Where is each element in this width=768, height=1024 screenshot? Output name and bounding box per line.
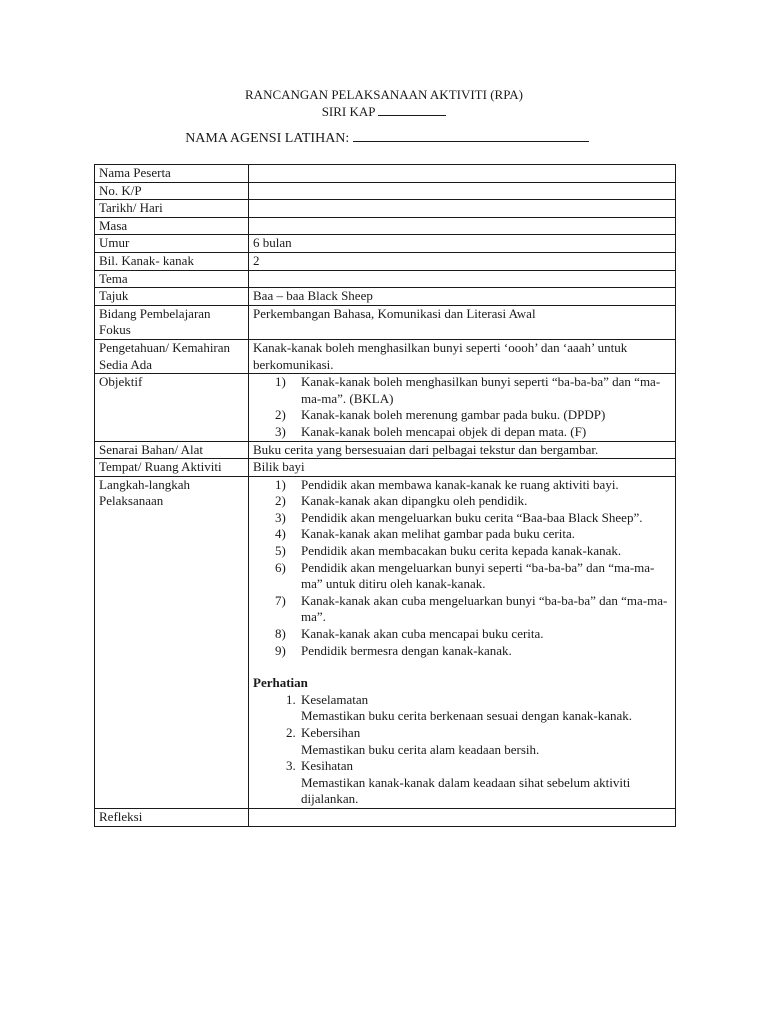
series-blank	[378, 105, 446, 116]
row-langkah	[95, 476, 676, 808]
list-item	[299, 758, 669, 808]
row-label: Refleksi	[95, 808, 249, 826]
row-pengetahuan	[95, 339, 676, 373]
row-masa	[95, 217, 676, 235]
row-tempat	[95, 459, 676, 477]
series-line	[0, 103, 768, 120]
row-no-kp	[95, 182, 676, 200]
rpa-table	[94, 164, 676, 827]
row-tema	[95, 270, 676, 288]
list-item: Pendidik akan membacakan buku cerita kepada kanak-kanak.	[301, 543, 622, 559]
perhatian-item-text: Memastikan kanak-kanak dalam keadaan sihat sebelum aktiviti dijalankan.	[301, 774, 631, 807]
row-tajuk	[95, 288, 676, 306]
document-header	[0, 86, 768, 147]
row-value	[249, 476, 676, 808]
row-value: Baa – baa Black Sheep	[249, 288, 676, 306]
row-value: Perkembangan Bahasa, Komunikasi dan Literasi Awal	[249, 305, 676, 339]
row-label: Nama Peserta	[95, 165, 249, 183]
agency-line	[0, 129, 768, 147]
row-value	[249, 182, 676, 200]
row-value	[249, 270, 676, 288]
row-value	[249, 374, 676, 441]
row-objektif	[95, 374, 676, 441]
list-item: Kanak-kanak akan cuba mengeluarkan bunyi “ba-ba-ba” dan “ma-ma-ma”.	[301, 592, 668, 625]
row-nama-peserta	[95, 165, 676, 183]
row-label: Bidang Pembelajaran Fokus	[95, 305, 249, 339]
row-value: 6 bulan	[249, 235, 676, 253]
agency-label: NAMA AGENSI LATIHAN:	[185, 131, 350, 146]
row-label: Bil. Kanak- kanak	[95, 252, 249, 270]
row-value	[249, 200, 676, 218]
row-label: Senarai Bahan/ Alat	[95, 441, 249, 459]
row-bidang	[95, 305, 676, 339]
list-item: Pendidik akan mengeluarkan buku cerita “Baa-baa Black Sheep”.	[301, 509, 643, 525]
row-label: Pengetahuan/ Kemahiran Sedia Ada	[95, 339, 249, 373]
row-tarikh-hari	[95, 200, 676, 218]
perhatian-item-title: 2. Kebersihan	[301, 725, 361, 740]
list-item	[299, 725, 669, 758]
list-item: Kanak-kanak akan dipangku oleh pendidik.	[301, 493, 528, 509]
objective-list	[253, 374, 669, 440]
perhatian-item-text: Memastikan buku cerita berkenaan sesuai dengan kanak-kanak.	[301, 708, 633, 724]
row-value: 2	[249, 252, 676, 270]
row-value: Kanak-kanak boleh menghasilkan bunyi seperti ‘oooh’ dan ‘aaah’ untuk berkomunikasi.	[249, 339, 676, 373]
list-item: Kanak-kanak boleh merenung gambar pada buku. (DPDP)	[301, 407, 606, 423]
list-item	[299, 692, 669, 725]
row-label: Masa	[95, 217, 249, 235]
row-label: Objektif	[95, 374, 249, 441]
list-item: Kanak-kanak akan melihat gambar pada buku cerita.	[301, 526, 575, 542]
row-label: Tempat/ Ruang Aktiviti	[95, 459, 249, 477]
list-item: Kanak-kanak boleh menghasilkan bunyi seperti “ba-ba-ba” dan “ma-ma-ma”. (BKLA)	[301, 374, 661, 406]
row-value: Bilik bayi	[249, 459, 676, 477]
row-refleksi	[95, 808, 676, 826]
row-umur	[95, 235, 676, 253]
row-senarai-bahan	[95, 441, 676, 459]
perhatian-item-title: 3. Kesihatan	[301, 758, 353, 774]
row-label: Tema	[95, 270, 249, 288]
row-value	[249, 165, 676, 183]
perhatian-title: Perhatian	[253, 675, 308, 691]
row-label: Tarikh/ Hari	[95, 200, 249, 218]
row-label: No. K/P	[95, 182, 249, 200]
row-label: Umur	[95, 235, 249, 253]
row-label: Tajuk	[95, 288, 249, 306]
row-value	[249, 217, 676, 235]
list-item: Kanak-kanak boleh mencapai objek di depan mata. (F)	[301, 423, 587, 439]
list-item: Pendidik akan mengeluarkan bunyi seperti “ba-ba-ba” dan “ma-ma-ma” untuk ditiru oleh kanak-kanak.	[301, 559, 655, 592]
list-item: Kanak-kanak akan cuba mencapai buku cerita.	[301, 626, 544, 642]
document-title: RANCANGAN PELAKSANAAN AKTIVITI (RPA)	[245, 87, 523, 102]
row-label: Langkah-langkah Pelaksanaan	[95, 476, 249, 808]
perhatian-item-text: Memastikan buku cerita alam keadaan bersih.	[301, 741, 540, 757]
steps-list	[253, 477, 669, 660]
row-value	[249, 808, 676, 826]
list-item: Pendidik akan membawa kanak-kanak ke ruang aktiviti bayi.	[301, 476, 619, 492]
row-bil-kanak	[95, 252, 676, 270]
perhatian-list	[253, 692, 669, 808]
series-label: SIRI KAP	[321, 104, 376, 119]
list-item: Pendidik bermesra dengan kanak-kanak.	[301, 642, 512, 658]
perhatian-item-title: 1. Keselamatan	[301, 691, 369, 707]
row-value: Buku cerita yang bersesuaian dari pelbagai tekstur dan bergambar.	[249, 441, 676, 459]
agency-blank	[353, 129, 589, 142]
